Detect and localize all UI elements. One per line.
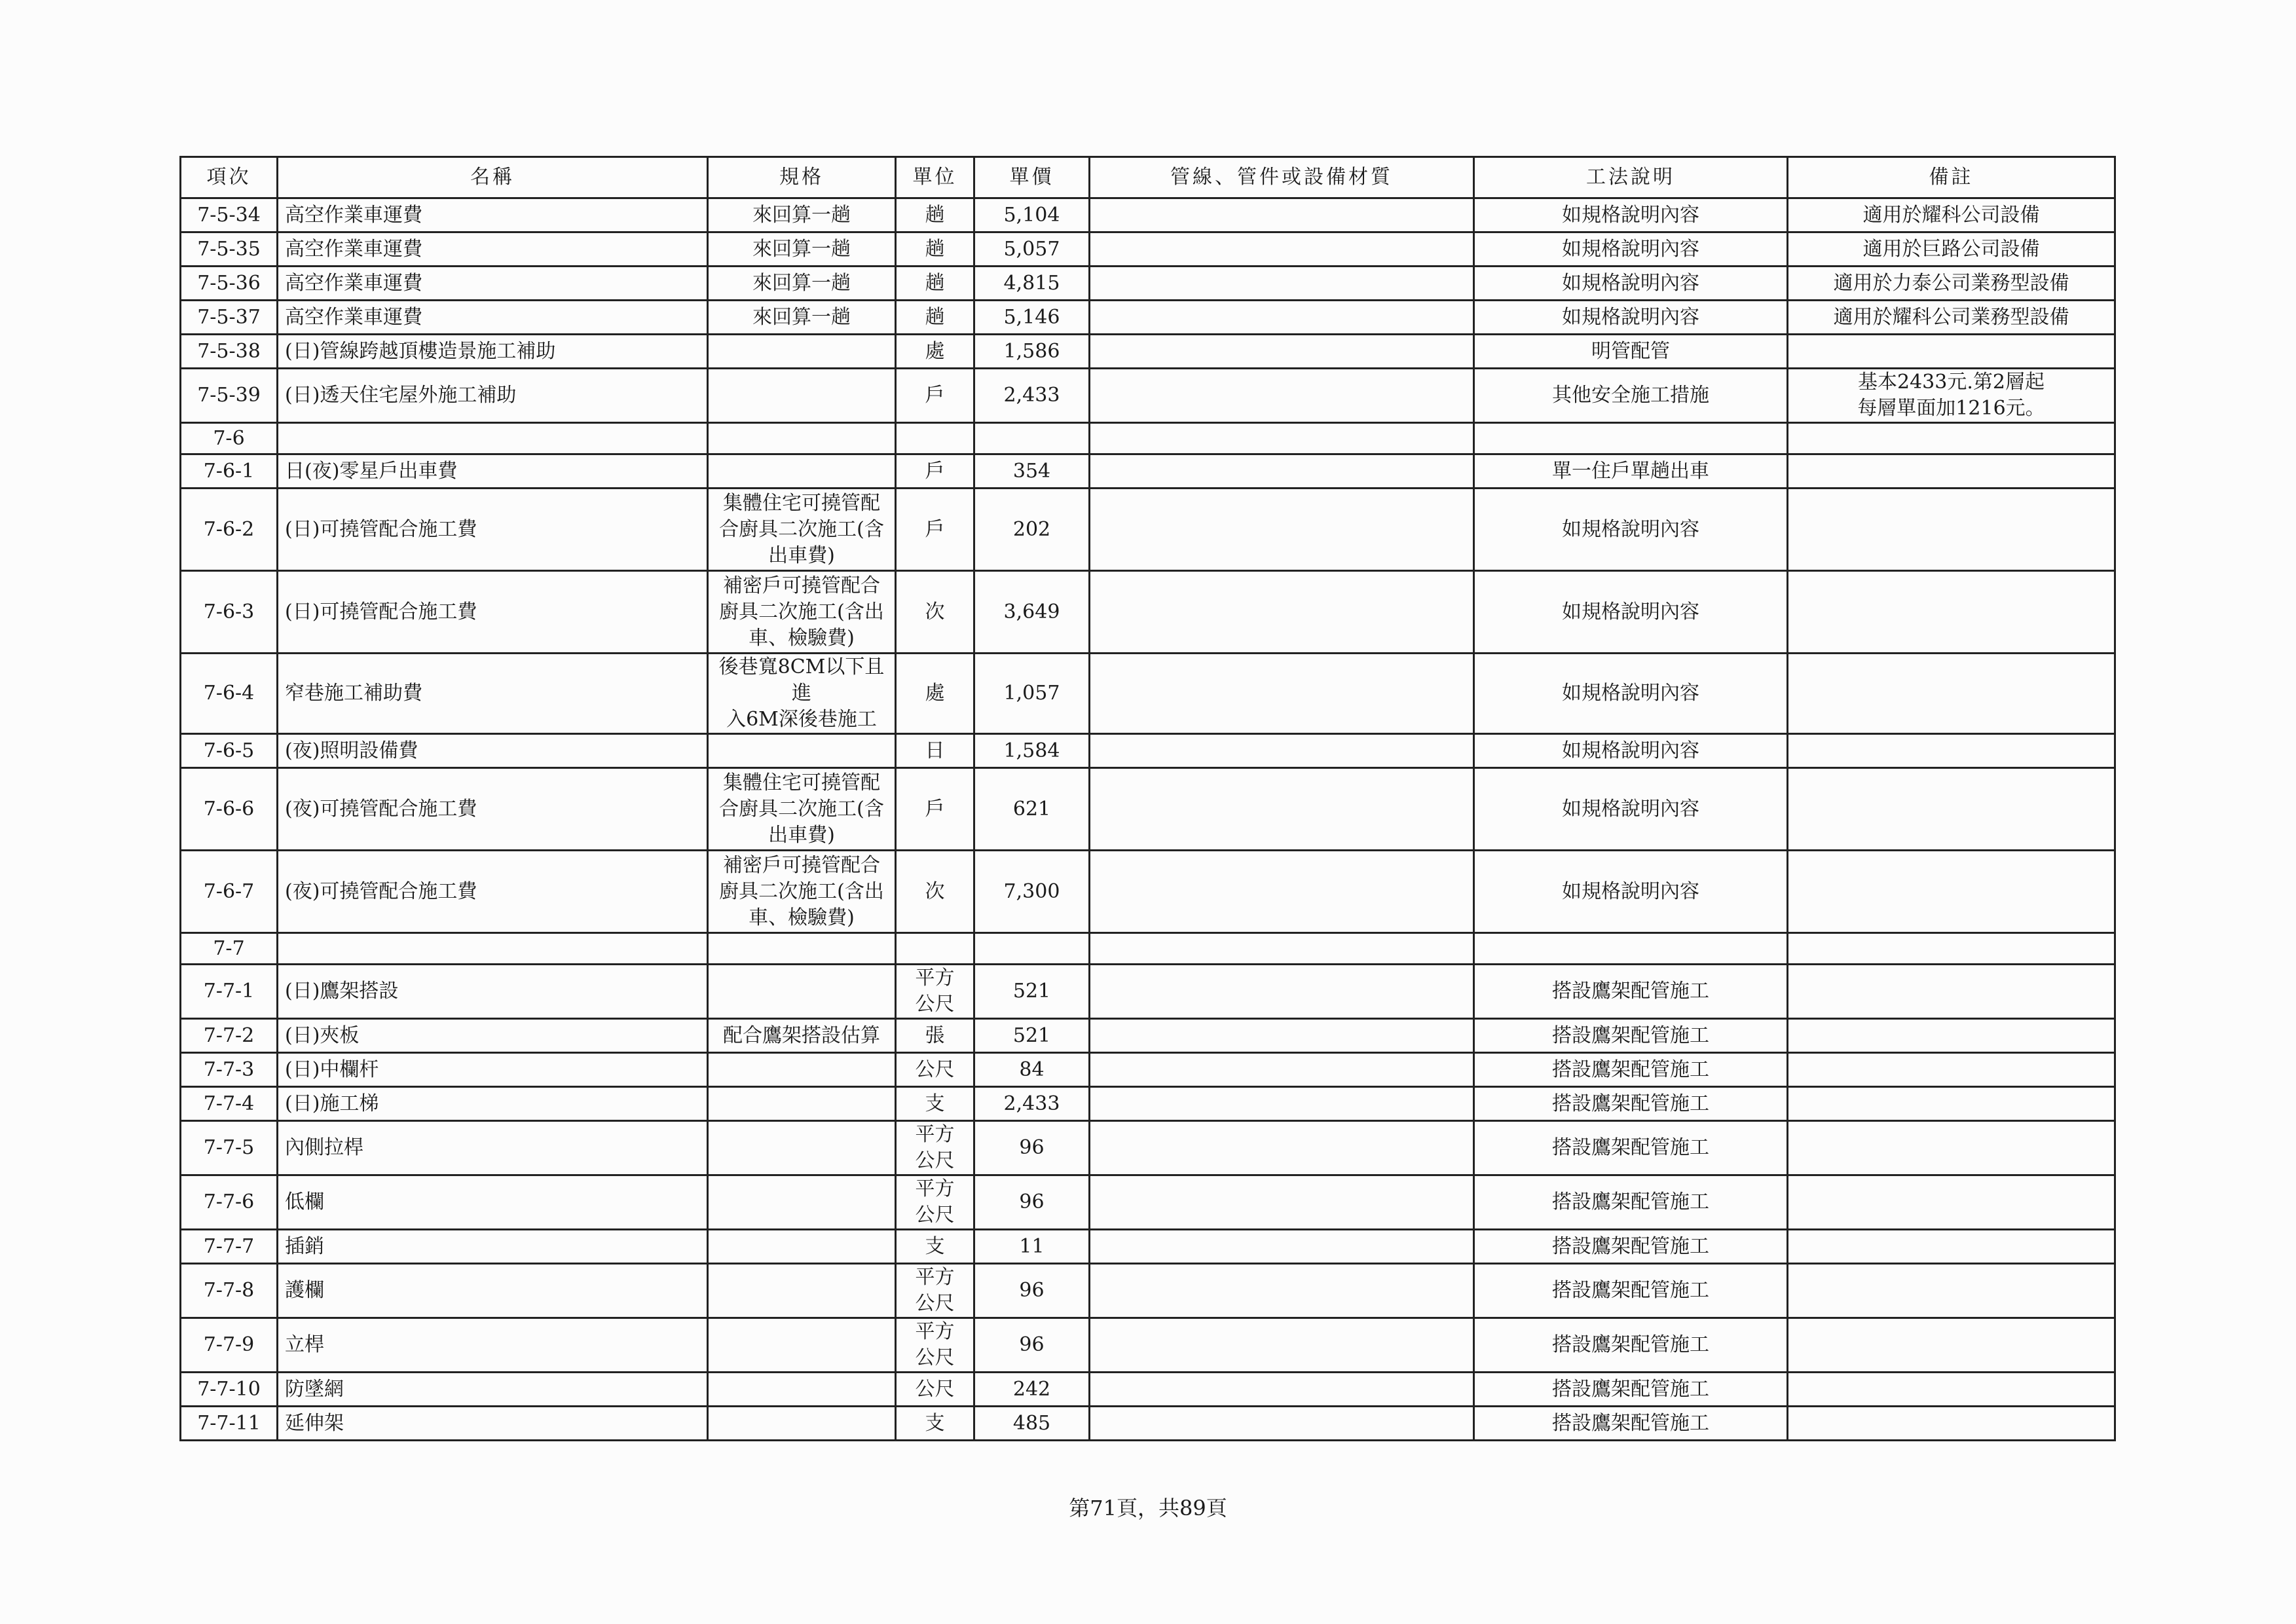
item-code: 7-7-8 bbox=[181, 1264, 278, 1318]
item-price: 84 bbox=[974, 1053, 1090, 1087]
item-name: (夜)可撓管配合施工費 bbox=[278, 851, 708, 933]
item-method bbox=[1474, 423, 1788, 454]
item-code: 7-5-39 bbox=[181, 369, 278, 423]
item-code: 7-7-4 bbox=[181, 1087, 278, 1121]
item-price: 96 bbox=[974, 1318, 1090, 1373]
item-note bbox=[1788, 851, 2115, 933]
item-material bbox=[1090, 454, 1474, 489]
item-unit: 平方 公尺 bbox=[896, 1318, 974, 1373]
item-spec: 來回算一趟 bbox=[708, 198, 896, 232]
table-row bbox=[181, 1053, 2115, 1087]
table-body bbox=[181, 198, 2115, 1441]
item-method: 搭設鷹架配管施工 bbox=[1474, 1373, 1788, 1407]
item-unit: 平方 公尺 bbox=[896, 965, 974, 1019]
item-unit: 日 bbox=[896, 734, 974, 768]
item-material bbox=[1090, 571, 1474, 654]
item-name bbox=[278, 423, 708, 454]
table-row bbox=[181, 768, 2115, 851]
item-material bbox=[1090, 1121, 1474, 1175]
header-method: 工法說明 bbox=[1474, 157, 1788, 198]
item-code: 7-6-5 bbox=[181, 734, 278, 768]
item-material bbox=[1090, 1318, 1474, 1373]
item-code: 7-6-2 bbox=[181, 489, 278, 571]
item-name: 插銷 bbox=[278, 1230, 708, 1264]
table-row bbox=[181, 1121, 2115, 1175]
table-row bbox=[181, 851, 2115, 933]
item-note: 適用於力泰公司業務型設備 bbox=[1788, 267, 2115, 301]
item-method: 搭設鷹架配管施工 bbox=[1474, 965, 1788, 1019]
item-method: 如規格說明內容 bbox=[1474, 851, 1788, 933]
item-spec bbox=[708, 933, 896, 965]
item-name: (日)可撓管配合施工費 bbox=[278, 489, 708, 571]
item-name: (日)鷹架搭設 bbox=[278, 965, 708, 1019]
item-name: (日)可撓管配合施工費 bbox=[278, 571, 708, 654]
page-number: 第71頁，共89頁 bbox=[1069, 1496, 1227, 1521]
item-material bbox=[1090, 301, 1474, 335]
header-spec: 規格 bbox=[708, 157, 896, 198]
item-name: (夜)可撓管配合施工費 bbox=[278, 768, 708, 851]
item-material bbox=[1090, 232, 1474, 267]
item-note bbox=[1788, 1053, 2115, 1087]
item-code: 7-6-4 bbox=[181, 654, 278, 734]
item-code: 7-6 bbox=[181, 423, 278, 454]
item-name: (日)夾板 bbox=[278, 1019, 708, 1053]
item-unit: 次 bbox=[896, 851, 974, 933]
item-unit: 戶 bbox=[896, 768, 974, 851]
item-material bbox=[1090, 965, 1474, 1019]
item-code: 7-6-3 bbox=[181, 571, 278, 654]
table-row bbox=[181, 1264, 2115, 1318]
item-spec bbox=[708, 454, 896, 489]
item-method: 如規格說明內容 bbox=[1474, 489, 1788, 571]
item-material bbox=[1090, 734, 1474, 768]
item-spec: 來回算一趟 bbox=[708, 232, 896, 267]
item-material bbox=[1090, 1053, 1474, 1087]
item-price: 96 bbox=[974, 1121, 1090, 1175]
table-row bbox=[181, 734, 2115, 768]
item-material bbox=[1090, 489, 1474, 571]
table-row bbox=[181, 198, 2115, 232]
item-note bbox=[1788, 423, 2115, 454]
item-price: 96 bbox=[974, 1175, 1090, 1230]
item-name: (日)透天住宅屋外施工補助 bbox=[278, 369, 708, 423]
item-method: 如規格說明內容 bbox=[1474, 232, 1788, 267]
item-note bbox=[1788, 1318, 2115, 1373]
item-material bbox=[1090, 933, 1474, 965]
header-price: 單價 bbox=[974, 157, 1090, 198]
item-code: 7-5-37 bbox=[181, 301, 278, 335]
item-name: 防墜網 bbox=[278, 1373, 708, 1407]
item-name: (日)中欄杆 bbox=[278, 1053, 708, 1087]
item-method: 如規格說明內容 bbox=[1474, 734, 1788, 768]
item-unit: 戶 bbox=[896, 369, 974, 423]
table-row bbox=[181, 1087, 2115, 1121]
item-code: 7-7 bbox=[181, 933, 278, 965]
item-material bbox=[1090, 335, 1474, 369]
item-method: 搭設鷹架配管施工 bbox=[1474, 1121, 1788, 1175]
price-table bbox=[179, 156, 2116, 1441]
item-name: 高空作業車運費 bbox=[278, 301, 708, 335]
item-code: 7-7-7 bbox=[181, 1230, 278, 1264]
item-spec bbox=[708, 1175, 896, 1230]
item-price bbox=[974, 933, 1090, 965]
item-note bbox=[1788, 734, 2115, 768]
item-method: 搭設鷹架配管施工 bbox=[1474, 1175, 1788, 1230]
table-row bbox=[181, 571, 2115, 654]
item-unit bbox=[896, 423, 974, 454]
item-price: 521 bbox=[974, 965, 1090, 1019]
table-header-row bbox=[181, 157, 2115, 198]
item-material bbox=[1090, 654, 1474, 734]
table-row bbox=[181, 1019, 2115, 1053]
item-code: 7-5-36 bbox=[181, 267, 278, 301]
item-unit: 支 bbox=[896, 1407, 974, 1441]
item-code: 7-7-2 bbox=[181, 1019, 278, 1053]
item-note bbox=[1788, 1230, 2115, 1264]
item-method: 如規格說明內容 bbox=[1474, 654, 1788, 734]
item-method: 如規格說明內容 bbox=[1474, 768, 1788, 851]
header-note: 備註 bbox=[1788, 157, 2115, 198]
item-spec: 集體住宅可撓管配 合廚具二次施工(含 出車費) bbox=[708, 768, 896, 851]
item-spec: 配合鷹架搭設估算 bbox=[708, 1019, 896, 1053]
item-code: 7-7-1 bbox=[181, 965, 278, 1019]
item-spec bbox=[708, 423, 896, 454]
item-price: 1,586 bbox=[974, 335, 1090, 369]
item-method: 其他安全施工措施 bbox=[1474, 369, 1788, 423]
item-method: 搭設鷹架配管施工 bbox=[1474, 1318, 1788, 1373]
item-code: 7-5-34 bbox=[181, 198, 278, 232]
item-note bbox=[1788, 1087, 2115, 1121]
table-row bbox=[181, 369, 2115, 423]
header-material: 管線、管件或設備材質 bbox=[1090, 157, 1474, 198]
item-price: 4,815 bbox=[974, 267, 1090, 301]
item-method: 搭設鷹架配管施工 bbox=[1474, 1087, 1788, 1121]
table-row bbox=[181, 933, 2115, 965]
item-method: 如規格說明內容 bbox=[1474, 571, 1788, 654]
item-name: 延伸架 bbox=[278, 1407, 708, 1441]
table-row bbox=[181, 423, 2115, 454]
item-note bbox=[1788, 1175, 2115, 1230]
item-price: 2,433 bbox=[974, 1087, 1090, 1121]
table-row bbox=[181, 1373, 2115, 1407]
item-unit: 次 bbox=[896, 571, 974, 654]
item-price: 7,300 bbox=[974, 851, 1090, 933]
item-spec bbox=[708, 1318, 896, 1373]
item-spec: 來回算一趟 bbox=[708, 301, 896, 335]
table-row bbox=[181, 1175, 2115, 1230]
item-unit: 公尺 bbox=[896, 1373, 974, 1407]
item-price: 11 bbox=[974, 1230, 1090, 1264]
item-code: 7-6-1 bbox=[181, 454, 278, 489]
table-row bbox=[181, 232, 2115, 267]
item-note bbox=[1788, 1264, 2115, 1318]
item-name: 窄巷施工補助費 bbox=[278, 654, 708, 734]
item-name: 高空作業車運費 bbox=[278, 232, 708, 267]
item-unit: 戶 bbox=[896, 454, 974, 489]
item-method: 如規格說明內容 bbox=[1474, 301, 1788, 335]
item-spec bbox=[708, 369, 896, 423]
item-spec bbox=[708, 1121, 896, 1175]
item-name: 高空作業車運費 bbox=[278, 198, 708, 232]
item-price: 521 bbox=[974, 1019, 1090, 1053]
item-material bbox=[1090, 1175, 1474, 1230]
item-unit: 支 bbox=[896, 1230, 974, 1264]
header-code: 項次 bbox=[181, 157, 278, 198]
header-unit: 單位 bbox=[896, 157, 974, 198]
item-name: 低欄 bbox=[278, 1175, 708, 1230]
item-name: (夜)照明設備費 bbox=[278, 734, 708, 768]
item-code: 7-7-6 bbox=[181, 1175, 278, 1230]
item-price: 202 bbox=[974, 489, 1090, 571]
item-note bbox=[1788, 1407, 2115, 1441]
table-row bbox=[181, 335, 2115, 369]
item-unit: 趟 bbox=[896, 267, 974, 301]
item-price: 242 bbox=[974, 1373, 1090, 1407]
item-material bbox=[1090, 851, 1474, 933]
item-note: 適用於耀科公司業務型設備 bbox=[1788, 301, 2115, 335]
item-spec bbox=[708, 335, 896, 369]
item-note bbox=[1788, 335, 2115, 369]
table-row bbox=[181, 965, 2115, 1019]
item-spec: 補密戶可撓管配合 廚具二次施工(含出 車、檢驗費) bbox=[708, 571, 896, 654]
item-method: 搭設鷹架配管施工 bbox=[1474, 1230, 1788, 1264]
table-row bbox=[181, 1230, 2115, 1264]
item-spec: 來回算一趟 bbox=[708, 267, 896, 301]
item-note bbox=[1788, 489, 2115, 571]
item-price: 2,433 bbox=[974, 369, 1090, 423]
item-material bbox=[1090, 198, 1474, 232]
item-note bbox=[1788, 933, 2115, 965]
item-material bbox=[1090, 1230, 1474, 1264]
item-code: 7-6-6 bbox=[181, 768, 278, 851]
item-material bbox=[1090, 1019, 1474, 1053]
item-unit: 處 bbox=[896, 654, 974, 734]
item-price: 485 bbox=[974, 1407, 1090, 1441]
item-spec: 後巷寬8CM以下且進 入6M深後巷施工 bbox=[708, 654, 896, 734]
item-code: 7-6-7 bbox=[181, 851, 278, 933]
item-price: 96 bbox=[974, 1264, 1090, 1318]
item-method: 如規格說明內容 bbox=[1474, 198, 1788, 232]
item-name: (日)施工梯 bbox=[278, 1087, 708, 1121]
item-unit: 趟 bbox=[896, 232, 974, 267]
item-unit: 趟 bbox=[896, 301, 974, 335]
item-name: 護欄 bbox=[278, 1264, 708, 1318]
item-note bbox=[1788, 654, 2115, 734]
item-name: 內側拉桿 bbox=[278, 1121, 708, 1175]
item-spec bbox=[708, 1087, 896, 1121]
item-spec bbox=[708, 1373, 896, 1407]
item-code: 7-7-9 bbox=[181, 1318, 278, 1373]
item-method: 如規格說明內容 bbox=[1474, 267, 1788, 301]
item-spec bbox=[708, 965, 896, 1019]
item-material bbox=[1090, 423, 1474, 454]
item-note bbox=[1788, 1121, 2115, 1175]
item-material bbox=[1090, 1264, 1474, 1318]
item-material bbox=[1090, 369, 1474, 423]
item-spec bbox=[708, 734, 896, 768]
item-method bbox=[1474, 933, 1788, 965]
item-spec: 集體住宅可撓管配 合廚具二次施工(含 出車費) bbox=[708, 489, 896, 571]
table-row bbox=[181, 454, 2115, 489]
item-method: 搭設鷹架配管施工 bbox=[1474, 1407, 1788, 1441]
item-name: 高空作業車運費 bbox=[278, 267, 708, 301]
item-spec: 補密戶可撓管配合 廚具二次施工(含出 車、檢驗費) bbox=[708, 851, 896, 933]
item-price: 621 bbox=[974, 768, 1090, 851]
item-spec bbox=[708, 1407, 896, 1441]
item-unit: 公尺 bbox=[896, 1053, 974, 1087]
item-unit: 戶 bbox=[896, 489, 974, 571]
item-price: 3,649 bbox=[974, 571, 1090, 654]
item-name: 立桿 bbox=[278, 1318, 708, 1373]
item-note bbox=[1788, 965, 2115, 1019]
item-unit: 平方 公尺 bbox=[896, 1264, 974, 1318]
item-unit: 平方 公尺 bbox=[896, 1121, 974, 1175]
item-price: 5,146 bbox=[974, 301, 1090, 335]
item-code: 7-7-3 bbox=[181, 1053, 278, 1087]
item-note: 基本2433元.第2層起 每層單面加1216元。 bbox=[1788, 369, 2115, 423]
table-row bbox=[181, 654, 2115, 734]
table-row bbox=[181, 1318, 2115, 1373]
item-price: 1,584 bbox=[974, 734, 1090, 768]
item-material bbox=[1090, 1087, 1474, 1121]
item-code: 7-7-5 bbox=[181, 1121, 278, 1175]
item-note bbox=[1788, 1373, 2115, 1407]
item-code: 7-5-38 bbox=[181, 335, 278, 369]
item-unit: 趟 bbox=[896, 198, 974, 232]
item-note: 適用於巨路公司設備 bbox=[1788, 232, 2115, 267]
table-row bbox=[181, 489, 2115, 571]
item-spec bbox=[708, 1230, 896, 1264]
table-row bbox=[181, 267, 2115, 301]
item-method: 搭設鷹架配管施工 bbox=[1474, 1264, 1788, 1318]
item-unit: 支 bbox=[896, 1087, 974, 1121]
item-note: 適用於耀科公司設備 bbox=[1788, 198, 2115, 232]
item-unit: 張 bbox=[896, 1019, 974, 1053]
item-code: 7-5-35 bbox=[181, 232, 278, 267]
item-code: 7-7-10 bbox=[181, 1373, 278, 1407]
item-price: 354 bbox=[974, 454, 1090, 489]
item-unit: 平方 公尺 bbox=[896, 1175, 974, 1230]
item-name: (日)管線跨越頂樓造景施工補助 bbox=[278, 335, 708, 369]
table-row bbox=[181, 1407, 2115, 1441]
item-note bbox=[1788, 1019, 2115, 1053]
item-code: 7-7-11 bbox=[181, 1407, 278, 1441]
item-price: 5,104 bbox=[974, 198, 1090, 232]
item-note bbox=[1788, 571, 2115, 654]
table-row bbox=[181, 301, 2115, 335]
item-material bbox=[1090, 1407, 1474, 1441]
item-price bbox=[974, 423, 1090, 454]
item-method: 搭設鷹架配管施工 bbox=[1474, 1053, 1788, 1087]
item-spec bbox=[708, 1053, 896, 1087]
item-price: 5,057 bbox=[974, 232, 1090, 267]
item-method: 明管配管 bbox=[1474, 335, 1788, 369]
item-name: 日(夜)零星戶出車費 bbox=[278, 454, 708, 489]
item-material bbox=[1090, 768, 1474, 851]
item-unit: 處 bbox=[896, 335, 974, 369]
header-name: 名稱 bbox=[278, 157, 708, 198]
item-name bbox=[278, 933, 708, 965]
item-note bbox=[1788, 454, 2115, 489]
item-unit bbox=[896, 933, 974, 965]
item-method: 單一住戶單趟出車 bbox=[1474, 454, 1788, 489]
item-material bbox=[1090, 267, 1474, 301]
item-material bbox=[1090, 1373, 1474, 1407]
item-method: 搭設鷹架配管施工 bbox=[1474, 1019, 1788, 1053]
item-spec bbox=[708, 1264, 896, 1318]
item-note bbox=[1788, 768, 2115, 851]
item-price: 1,057 bbox=[974, 654, 1090, 734]
